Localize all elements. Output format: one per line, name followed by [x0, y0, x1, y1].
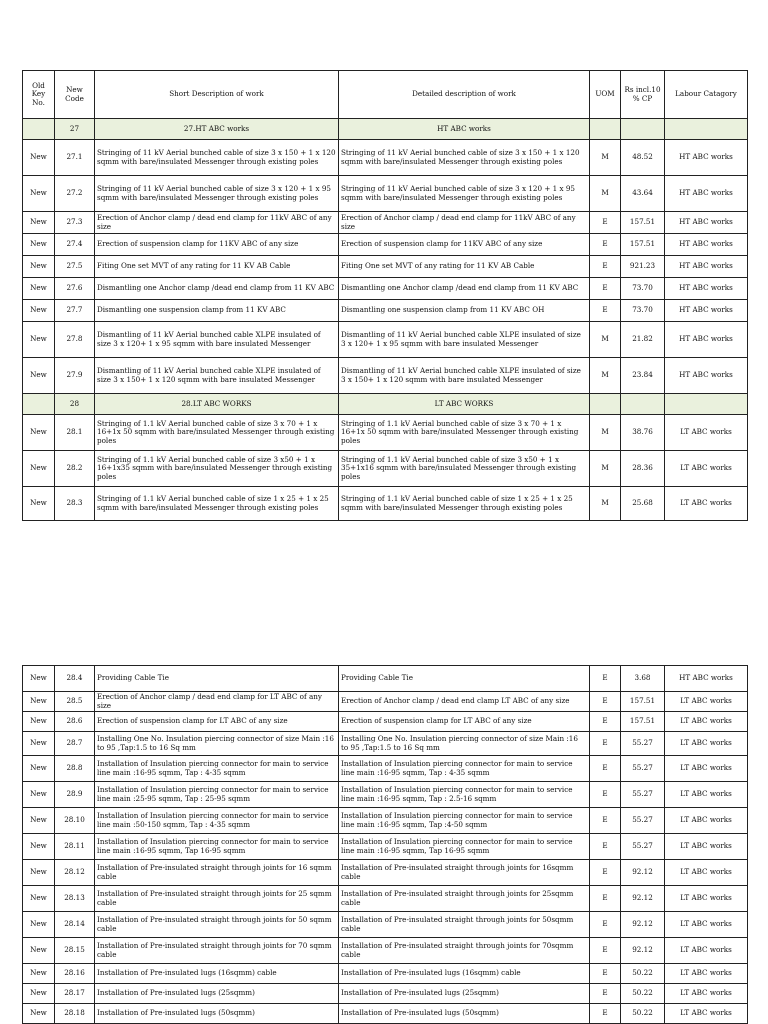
- cell-rate: 23.84: [621, 358, 665, 394]
- cell-short-description: Stringing of 1.1 kV Aerial bunched cable of size 1 x 25 + 1 x 25 sqmm with bare/insulated Messenger through existing poles: [95, 487, 339, 521]
- cell-labour-category: [665, 119, 748, 140]
- cell-labour-category: LT ABC works: [665, 964, 748, 984]
- cell-new-code: 27.6: [55, 278, 95, 300]
- cell-rate: 21.82: [621, 322, 665, 358]
- table-header-row: [23, 71, 748, 119]
- cell-rate: 55.27: [621, 782, 665, 808]
- cell-uom: E: [590, 860, 621, 886]
- cell-labour-category: HT ABC works: [665, 300, 748, 322]
- header-new-code: New Code: [55, 71, 95, 119]
- cell-old-key: New: [23, 938, 55, 964]
- table-row: [23, 756, 748, 782]
- table-row: [23, 415, 748, 451]
- cell-rate: 43.64: [621, 176, 665, 212]
- cell-short-description: Stringing of 1.1 kV Aerial bunched cable of size 3 x 70 + 1 x 16+1x 50 sqmm with bare/insulated Messenger through existing poles: [95, 415, 339, 451]
- cell-rate: 50.22: [621, 964, 665, 984]
- cell-detailed-description: Fiting One set MVT of any rating for 11 KV AB Cable: [339, 256, 590, 278]
- cell-short-description: Erection of suspension clamp for LT ABC of any size: [95, 712, 339, 732]
- cell-uom: [590, 394, 621, 415]
- cell-short-description: Stringing of 11 kV Aerial bunched cable of size 3 x 120 + 1 x 95 sqmm with bare/insulated Messenger through existing poles: [95, 176, 339, 212]
- cell-old-key: New: [23, 358, 55, 394]
- cell-short-description: Dismantling of 11 kV Aerial bunched cable XLPE insulated of size 3 x 120+ 1 x 95 sqmm with bare insulated Messenger: [95, 322, 339, 358]
- cell-labour-category: LT ABC works: [665, 756, 748, 782]
- cell-labour-category: LT ABC works: [665, 938, 748, 964]
- cell-short-description: Installation of Insulation piercing connector for main to service line main :25-95 sqmm, Tap : 25-95 sqmm: [95, 782, 339, 808]
- cell-old-key: New: [23, 1004, 55, 1024]
- table-row: [23, 212, 748, 234]
- cell-old-key: New: [23, 234, 55, 256]
- cell-short-description: 28.LT ABC WORKS: [95, 394, 339, 415]
- cell-old-key: New: [23, 912, 55, 938]
- cell-new-code: 28.9: [55, 782, 95, 808]
- cell-rate: 50.22: [621, 1004, 665, 1024]
- cell-detailed-description: Installation of Insulation piercing connector for main to service line main :16-95 sqmm, Tap 16-95 sqmm: [339, 834, 590, 860]
- section-row: [23, 119, 748, 140]
- cell-new-code: 28: [55, 394, 95, 415]
- cell-short-description: Installation of Pre-insulated lugs (25sqmm): [95, 984, 339, 1004]
- cell-uom: M: [590, 140, 621, 176]
- cell-labour-category: HT ABC works: [665, 278, 748, 300]
- cell-uom: E: [590, 834, 621, 860]
- table-row: [23, 692, 748, 712]
- cell-rate: [621, 394, 665, 415]
- cell-uom: E: [590, 234, 621, 256]
- cell-short-description: Installation of Pre-insulated straight through joints for 50 sqmm cable: [95, 912, 339, 938]
- cell-short-description: Dismantling one Anchor clamp /dead end clamp from 11 KV ABC: [95, 278, 339, 300]
- cell-old-key: New: [23, 451, 55, 487]
- cell-uom: M: [590, 322, 621, 358]
- header-uom: UOM: [590, 71, 621, 119]
- rates-table-top: [22, 70, 748, 521]
- cell-new-code: 27.8: [55, 322, 95, 358]
- table-row: [23, 140, 748, 176]
- cell-detailed-description: Installation of Pre-insulated lugs (16sqmm) cable: [339, 964, 590, 984]
- cell-uom: E: [590, 756, 621, 782]
- cell-uom: M: [590, 415, 621, 451]
- table-row: [23, 451, 748, 487]
- table-row: [23, 358, 748, 394]
- cell-uom: E: [590, 278, 621, 300]
- cell-rate: 25.68: [621, 487, 665, 521]
- cell-old-key: New: [23, 487, 55, 521]
- cell-old-key: [23, 119, 55, 140]
- cell-old-key: New: [23, 808, 55, 834]
- cell-short-description: Providing Cable Tie: [95, 666, 339, 692]
- table-row: [23, 834, 748, 860]
- cell-uom: E: [590, 666, 621, 692]
- cell-new-code: 28.6: [55, 712, 95, 732]
- cell-detailed-description: Installing One No. Insulation piercing connector of size Main :16 to 95 ,Tap:1.5 to 16 Sq mm: [339, 732, 590, 756]
- table-row: [23, 732, 748, 756]
- cell-labour-category: LT ABC works: [665, 808, 748, 834]
- cell-rate: 73.70: [621, 300, 665, 322]
- cell-short-description: Installation of Pre-insulated lugs (50sqmm): [95, 1004, 339, 1024]
- cell-old-key: New: [23, 886, 55, 912]
- cell-labour-category: LT ABC works: [665, 712, 748, 732]
- cell-rate: 92.12: [621, 938, 665, 964]
- cell-new-code: 28.10: [55, 808, 95, 834]
- table-row: [23, 712, 748, 732]
- cell-detailed-description: Installation of Pre-insulated straight through joints for 16sqmm cable: [339, 860, 590, 886]
- cell-rate: 48.52: [621, 140, 665, 176]
- cell-old-key: New: [23, 256, 55, 278]
- cell-uom: M: [590, 358, 621, 394]
- cell-old-key: New: [23, 278, 55, 300]
- cell-new-code: 28.18: [55, 1004, 95, 1024]
- cell-new-code: 27: [55, 119, 95, 140]
- cell-new-code: 27.5: [55, 256, 95, 278]
- cell-rate: 157.51: [621, 692, 665, 712]
- cell-new-code: 28.17: [55, 984, 95, 1004]
- table-row: [23, 256, 748, 278]
- header-detailed-description: Detailed description of work: [339, 71, 590, 119]
- cell-detailed-description: Dismantling of 11 kV Aerial bunched cable XLPE insulated of size 3 x 120+ 1 x 95 sqmm with bare insulated Messenger: [339, 322, 590, 358]
- cell-old-key: New: [23, 964, 55, 984]
- table-row: [23, 782, 748, 808]
- cell-new-code: 27.9: [55, 358, 95, 394]
- cell-labour-category: LT ABC works: [665, 487, 748, 521]
- cell-detailed-description: Erection of Anchor clamp / dead end clamp LT ABC of any size: [339, 692, 590, 712]
- cell-old-key: [23, 394, 55, 415]
- cell-detailed-description: HT ABC works: [339, 119, 590, 140]
- cell-new-code: 28.8: [55, 756, 95, 782]
- cell-old-key: New: [23, 212, 55, 234]
- cell-rate: 28.36: [621, 451, 665, 487]
- cell-detailed-description: Installation of Pre-insulated straight through joints for 50sqmm cable: [339, 912, 590, 938]
- cell-new-code: 28.13: [55, 886, 95, 912]
- cell-labour-category: LT ABC works: [665, 886, 748, 912]
- cell-old-key: New: [23, 140, 55, 176]
- cell-old-key: New: [23, 322, 55, 358]
- cell-new-code: 27.1: [55, 140, 95, 176]
- table-row: [23, 234, 748, 256]
- cell-uom: E: [590, 964, 621, 984]
- table-row: [23, 666, 748, 692]
- cell-uom: E: [590, 256, 621, 278]
- cell-labour-category: LT ABC works: [665, 782, 748, 808]
- cell-detailed-description: Installation of Pre-insulated lugs (50sqmm): [339, 1004, 590, 1024]
- cell-rate: 157.51: [621, 712, 665, 732]
- cell-uom: M: [590, 451, 621, 487]
- cell-short-description: Installation of Pre-insulated lugs (16sqmm) cable: [95, 964, 339, 984]
- cell-labour-category: HT ABC works: [665, 176, 748, 212]
- cell-rate: 157.51: [621, 212, 665, 234]
- table-row: [23, 964, 748, 984]
- header-short-description: Short Description of work: [95, 71, 339, 119]
- cell-labour-category: LT ABC works: [665, 912, 748, 938]
- cell-uom: E: [590, 300, 621, 322]
- cell-detailed-description: Installation of Insulation piercing connector for main to service line main :16-95 sqmm, Tap :4-50 sqmm: [339, 808, 590, 834]
- table-row: [23, 860, 748, 886]
- cell-rate: 92.12: [621, 860, 665, 886]
- cell-old-key: New: [23, 666, 55, 692]
- cell-uom: E: [590, 912, 621, 938]
- cell-new-code: 28.1: [55, 415, 95, 451]
- cell-uom: M: [590, 176, 621, 212]
- cell-old-key: New: [23, 782, 55, 808]
- cell-rate: 55.27: [621, 808, 665, 834]
- cell-old-key: New: [23, 712, 55, 732]
- cell-labour-category: LT ABC works: [665, 984, 748, 1004]
- table-row: [23, 912, 748, 938]
- cell-labour-category: HT ABC works: [665, 234, 748, 256]
- rates-table-bottom: [22, 665, 748, 1024]
- cell-uom: M: [590, 487, 621, 521]
- cell-old-key: New: [23, 692, 55, 712]
- cell-rate: 157.51: [621, 234, 665, 256]
- cell-old-key: New: [23, 834, 55, 860]
- cell-short-description: Installation of Insulation piercing connector for main to service line main :16-95 sqmm, Tap 16-95 sqmm: [95, 834, 339, 860]
- cell-detailed-description: Installation of Insulation piercing connector for main to service line main :16-95 sqmm, Tap : 2.5-16 sqmm: [339, 782, 590, 808]
- cell-labour-category: HT ABC works: [665, 322, 748, 358]
- cell-rate: [621, 119, 665, 140]
- cell-labour-category: LT ABC works: [665, 860, 748, 886]
- cell-uom: E: [590, 782, 621, 808]
- table-row: [23, 487, 748, 521]
- cell-short-description: Erection of Anchor clamp / dead end clamp for 11kV ABC of any size: [95, 212, 339, 234]
- cell-labour-category: HT ABC works: [665, 212, 748, 234]
- table-row: [23, 808, 748, 834]
- cell-old-key: New: [23, 984, 55, 1004]
- cell-labour-category: HT ABC works: [665, 666, 748, 692]
- cell-detailed-description: Stringing of 1.1 kV Aerial bunched cable of size 1 x 25 + 1 x 25 sqmm with bare/insulated Messenger through existing poles: [339, 487, 590, 521]
- cell-short-description: Installation of Pre-insulated straight through joints for 70 sqmm cable: [95, 938, 339, 964]
- cell-detailed-description: Installation of Pre-insulated straight through joints for 25sqmm cable: [339, 886, 590, 912]
- cell-detailed-description: Erection of Anchor clamp / dead end clamp for 11kV ABC of any size: [339, 212, 590, 234]
- cell-short-description: Erection of Anchor clamp / dead end clamp for LT ABC of any size: [95, 692, 339, 712]
- cell-rate: 38.76: [621, 415, 665, 451]
- header-old-key: Old Key No.: [23, 71, 55, 119]
- cell-short-description: Stringing of 1.1 kV Aerial bunched cable of size 3 x50 + 1 x 16+1x35 sqmm with bare/insulated Messenger through existing poles: [95, 451, 339, 487]
- table-row: [23, 278, 748, 300]
- cell-uom: E: [590, 692, 621, 712]
- cell-uom: E: [590, 984, 621, 1004]
- cell-new-code: 28.15: [55, 938, 95, 964]
- cell-labour-category: HT ABC works: [665, 358, 748, 394]
- cell-detailed-description: LT ABC WORKS: [339, 394, 590, 415]
- cell-new-code: 27.3: [55, 212, 95, 234]
- cell-detailed-description: Providing Cable Tie: [339, 666, 590, 692]
- cell-rate: 92.12: [621, 886, 665, 912]
- cell-detailed-description: Stringing of 1.1 kV Aerial bunched cable of size 3 x 70 + 1 x 16+1x 50 sqmm with bare/insulated Messenger through existing poles: [339, 415, 590, 451]
- cell-short-description: Dismantling one suspension clamp from 11 KV ABC: [95, 300, 339, 322]
- cell-rate: 55.27: [621, 732, 665, 756]
- cell-detailed-description: Dismantling of 11 kV Aerial bunched cable XLPE insulated of size 3 x 150+ 1 x 120 sqmm with bare insulated Messenger: [339, 358, 590, 394]
- cell-new-code: 28.14: [55, 912, 95, 938]
- cell-detailed-description: Installation of Pre-insulated straight through joints for 70sqmm cable: [339, 938, 590, 964]
- cell-uom: E: [590, 712, 621, 732]
- table-row: [23, 1004, 748, 1024]
- cell-short-description: 27.HT ABC works: [95, 119, 339, 140]
- cell-rate: 55.27: [621, 756, 665, 782]
- cell-detailed-description: Stringing of 11 kV Aerial bunched cable of size 3 x 150 + 1 x 120 sqmm with bare/insulated Messenger through existing poles: [339, 140, 590, 176]
- cell-uom: [590, 119, 621, 140]
- cell-new-code: 28.4: [55, 666, 95, 692]
- table-row: [23, 938, 748, 964]
- cell-new-code: 28.3: [55, 487, 95, 521]
- cell-uom: E: [590, 212, 621, 234]
- cell-labour-category: LT ABC works: [665, 1004, 748, 1024]
- cell-new-code: 28.5: [55, 692, 95, 712]
- cell-uom: E: [590, 732, 621, 756]
- cell-labour-category: HT ABC works: [665, 140, 748, 176]
- header-labour-category: Labour Catagory: [665, 71, 748, 119]
- cell-short-description: Dismantling of 11 kV Aerial bunched cable XLPE insulated of size 3 x 150+ 1 x 120 sqmm with bare insulated Messenger: [95, 358, 339, 394]
- cell-detailed-description: Dismantling one Anchor clamp /dead end clamp from 11 KV ABC: [339, 278, 590, 300]
- cell-short-description: Stringing of 11 kV Aerial bunched cable of size 3 x 150 + 1 x 120 sqmm with bare/insulated Messenger through existing poles: [95, 140, 339, 176]
- cell-old-key: New: [23, 300, 55, 322]
- cell-short-description: Installation of Insulation piercing connector for main to service line main :16-95 sqmm, Tap : 4-35 sqmm: [95, 756, 339, 782]
- cell-uom: E: [590, 808, 621, 834]
- cell-new-code: 28.16: [55, 964, 95, 984]
- cell-detailed-description: Erection of suspension clamp for LT ABC of any size: [339, 712, 590, 732]
- cell-short-description: Installing One No. Insulation piercing connector of size Main :16 to 95 ,Tap:1.5 to 16 Sq mm: [95, 732, 339, 756]
- cell-new-code: 27.7: [55, 300, 95, 322]
- cell-labour-category: LT ABC works: [665, 692, 748, 712]
- header-rate: Rs incl.10 % CP: [621, 71, 665, 119]
- cell-rate: 73.70: [621, 278, 665, 300]
- cell-new-code: 27.4: [55, 234, 95, 256]
- cell-rate: 50.22: [621, 984, 665, 1004]
- cell-old-key: New: [23, 860, 55, 886]
- cell-new-code: 28.11: [55, 834, 95, 860]
- cell-detailed-description: Erection of suspension clamp for 11KV ABC of any size: [339, 234, 590, 256]
- cell-short-description: Erection of suspension clamp for 11KV ABC of any size: [95, 234, 339, 256]
- cell-new-code: 27.2: [55, 176, 95, 212]
- table-row: [23, 322, 748, 358]
- cell-short-description: Fiting One set MVT of any rating for 11 KV AB Cable: [95, 256, 339, 278]
- cell-rate: 921.23: [621, 256, 665, 278]
- cell-uom: E: [590, 938, 621, 964]
- cell-old-key: New: [23, 732, 55, 756]
- cell-new-code: 28.12: [55, 860, 95, 886]
- cell-new-code: 28.7: [55, 732, 95, 756]
- section-row: [23, 394, 748, 415]
- table-row: [23, 984, 748, 1004]
- cell-uom: E: [590, 1004, 621, 1024]
- cell-detailed-description: Stringing of 1.1 kV Aerial bunched cable of size 3 x50 + 1 x 35+1x16 sqmm with bare/insulated Messenger through existing poles: [339, 451, 590, 487]
- cell-labour-category: HT ABC works: [665, 256, 748, 278]
- cell-rate: 92.12: [621, 912, 665, 938]
- cell-labour-category: LT ABC works: [665, 415, 748, 451]
- cell-detailed-description: Installation of Pre-insulated lugs (25sqmm): [339, 984, 590, 1004]
- cell-old-key: New: [23, 756, 55, 782]
- cell-labour-category: LT ABC works: [665, 834, 748, 860]
- cell-short-description: Installation of Pre-insulated straight through joints for 25 sqmm cable: [95, 886, 339, 912]
- cell-labour-category: [665, 394, 748, 415]
- cell-labour-category: LT ABC works: [665, 732, 748, 756]
- cell-detailed-description: Dismantling one suspension clamp from 11 KV ABC OH: [339, 300, 590, 322]
- cell-detailed-description: Stringing of 11 kV Aerial bunched cable of size 3 x 120 + 1 x 95 sqmm with bare/insulated Messenger through existing poles: [339, 176, 590, 212]
- cell-new-code: 28.2: [55, 451, 95, 487]
- cell-old-key: New: [23, 176, 55, 212]
- cell-labour-category: LT ABC works: [665, 451, 748, 487]
- cell-rate: 3.68: [621, 666, 665, 692]
- cell-short-description: Installation of Pre-insulated straight through joints for 16 sqmm cable: [95, 860, 339, 886]
- cell-old-key: New: [23, 415, 55, 451]
- cell-rate: 55.27: [621, 834, 665, 860]
- cell-uom: E: [590, 886, 621, 912]
- table-row: [23, 300, 748, 322]
- cell-detailed-description: Installation of Insulation piercing connector for main to service line main :16-95 sqmm, Tap : 4-35 sqmm: [339, 756, 590, 782]
- cell-short-description: Installation of Insulation piercing connector for main to service line main :50-150 sqmm, Tap : 4-35 sqmm: [95, 808, 339, 834]
- table-row: [23, 886, 748, 912]
- table-row: [23, 176, 748, 212]
